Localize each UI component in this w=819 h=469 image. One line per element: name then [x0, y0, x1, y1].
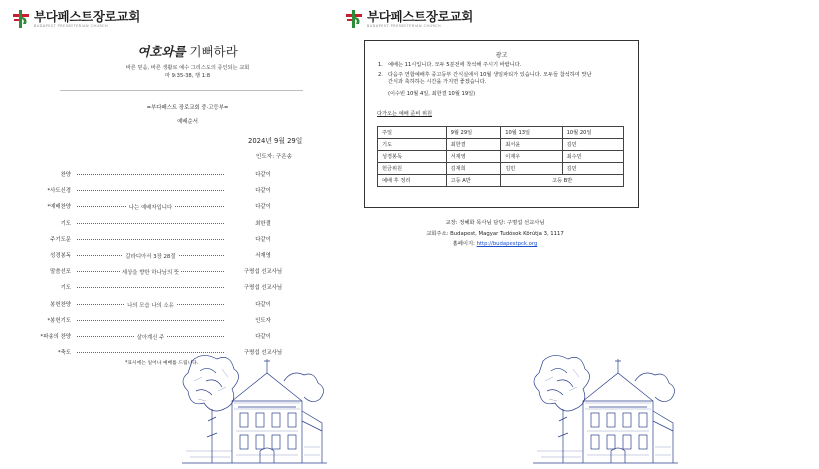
table-row [378, 139, 624, 151]
table-cell: 김민 [562, 139, 623, 151]
order-of-service-title: 예배순서 [177, 119, 198, 125]
service-item-name: 기도 [60, 220, 71, 227]
table-cell: 주일 [378, 127, 447, 139]
church-logo-icon [11, 9, 31, 29]
service-item [0, 186, 300, 196]
service-leader: 인도자: 구은송 [256, 154, 293, 160]
service-date: 2024년 9월 29일 [248, 137, 303, 145]
service-item-name: *파송의 찬양 [40, 334, 71, 340]
church-logo-name: 부다페스트장로교회 [367, 9, 473, 24]
service-item-person: 구명섭 선교사님 [243, 285, 283, 292]
table-cell: 고등 B반 [501, 175, 624, 187]
service-item [0, 251, 300, 261]
service-item-title: 갈라디아서 3장 28절 [125, 254, 176, 260]
notice-item-1-text: 예배는 11시입니다. 모두 5분전에 착석해 주시기 바랍니다. [388, 62, 522, 68]
service-item-detail [77, 316, 224, 321]
church-logo [11, 9, 140, 29]
service-item-person: 다같이 [255, 301, 271, 308]
church-building-drawing [172, 351, 332, 469]
motto-title-emphasis: 여호와를 [137, 44, 186, 59]
service-item-name: 봉헌찬양 [50, 301, 71, 308]
motto-title-rest: 기뻐하라 [185, 44, 238, 59]
motto-line-2: 마 9:35-38, 행 1:8 [164, 73, 211, 79]
notice-item-1 [378, 62, 628, 70]
notice-item-2-continued: 간식과 축하하는 시간을 가지면 좋겠습니다. [388, 79, 487, 85]
service-item-person: 다같이 [255, 334, 271, 340]
church-address: 교회주소: Budapest, Magyar Tudósok Körútja 3, 1117 [426, 231, 564, 237]
table-cell: 예배 후 정리 [378, 175, 447, 187]
motto-title [70, 42, 305, 60]
table-cell: 9월 29일 [446, 127, 501, 139]
table-cell: 기도 [378, 139, 447, 151]
service-item-name: *예배찬양 [47, 204, 71, 211]
table-row [378, 163, 624, 175]
service-item-detail [77, 300, 224, 313]
service-item-name: 기도 [60, 285, 71, 292]
table-cell: 최한결 [446, 139, 501, 151]
service-item-detail [77, 170, 224, 175]
service-item-person: 서재영 [255, 253, 271, 259]
church-logo-icon [344, 9, 364, 29]
service-item [0, 300, 300, 310]
service-item-name: 말씀선포 [50, 269, 71, 276]
table-cell: 서재영 [446, 151, 501, 163]
service-item [0, 219, 300, 229]
church-building-icon [523, 351, 683, 469]
service-item [0, 332, 300, 342]
table-row [378, 175, 624, 187]
service-item-person: 구명섭 선교사님 [243, 350, 283, 357]
divider [60, 90, 303, 91]
duty-roster-title: 다가오는 예배 준비 위원 [377, 111, 433, 117]
table-cell: 고등 A반 [446, 175, 501, 187]
table-cell: 김민 [501, 163, 562, 175]
notice-item-2-text: 다음주 연합예배후 중고등부 간식실에서 10월 생일파티가 있습니다. 모두들 참석하여 맛난 [388, 72, 592, 78]
service-item-title: 세상을 향한 하나님의 뜻 [121, 270, 180, 277]
church-building-icon [172, 351, 332, 469]
service-item-person: 다같이 [255, 204, 271, 211]
service-item-detail [77, 219, 224, 224]
church-logo-subtitle: BUDAPEST PRESBYTERIAN CHURCH [34, 24, 109, 28]
table-cell: 이재우 [501, 151, 562, 163]
service-item-person: 구명섭 선교사님 [243, 269, 283, 276]
church-staff: 교장: 정혜화 목사님 담당: 구명섭 선교사님 [445, 220, 545, 226]
service-item-title: 나의 모습 나의 소유 [127, 302, 174, 309]
motto-line-1: 바른 믿음, 바른 생활로 예수 그리스도의 증인되는 교회 [125, 65, 250, 71]
service-item-person: 다같이 [255, 172, 271, 178]
table-cell: 김민 [562, 163, 623, 175]
service-item-detail [77, 202, 224, 215]
table-cell: 최서윤 [501, 139, 562, 151]
service-item-detail [77, 283, 224, 288]
homepage-label: 홈페이지: [452, 241, 477, 247]
service-item-title: 살아계신 주 [136, 335, 165, 341]
church-logo-right [344, 9, 473, 29]
service-item-person: 다같이 [255, 236, 271, 243]
notice-item-2-number: 2. [378, 72, 383, 78]
standing-note: *표시에는 일어나 예배를 드립니다. [125, 361, 199, 366]
church-building-drawing-right [523, 351, 683, 469]
department-title: =부다페스트 장로교회 중·고등부= [146, 105, 229, 111]
notice-title: 광고 [495, 52, 508, 59]
service-item-person: 인도자 [255, 317, 271, 324]
service-item [0, 267, 300, 277]
table-cell: 헌금위원 [378, 163, 447, 175]
service-item-name: 찬양 [60, 172, 71, 178]
table-cell: 김재희 [446, 163, 501, 175]
service-item-name: 성경봉독 [50, 253, 71, 259]
church-homepage [370, 239, 620, 247]
service-item-name: *사도신경 [47, 188, 71, 195]
service-item [0, 170, 300, 180]
service-item-detail [77, 186, 224, 191]
church-logo-subtitle: BUDAPEST PRESBYTERIAN CHURCH [367, 24, 442, 28]
service-item-title: 나는 예배자입니다 [128, 205, 173, 212]
service-item-name: 주기도문 [50, 236, 71, 243]
service-item-name: *봉헌기도 [47, 317, 71, 324]
table-cell: 10월 13일 [501, 127, 562, 139]
church-logo-name: 부다페스트장로교회 [34, 9, 140, 24]
service-item-detail [77, 267, 224, 280]
service-item-person: 다같이 [255, 188, 271, 195]
table-row [378, 127, 624, 139]
service-item-person: 최한결 [255, 220, 271, 227]
table-cell: 10월 20일 [562, 127, 623, 139]
notice-item-1-number: 1. [378, 62, 383, 68]
table-cell: 성경봉독 [378, 151, 447, 163]
service-item-name: *축도 [57, 350, 71, 357]
service-item [0, 316, 300, 326]
notice-item-2-birthdays: (이수빈 10월 4일, 최한결 10월 19일) [388, 91, 476, 97]
service-item-detail [77, 332, 224, 345]
notice-box [364, 40, 639, 208]
service-item-detail [77, 235, 224, 240]
table-cell: 최수민 [562, 151, 623, 163]
service-item [0, 235, 300, 245]
service-item [0, 283, 300, 293]
service-item [0, 202, 300, 212]
homepage-link[interactable]: http://budapestpck.org [476, 241, 538, 247]
service-item-detail [77, 251, 224, 264]
table-row [378, 151, 624, 163]
duty-roster-table [377, 126, 624, 187]
